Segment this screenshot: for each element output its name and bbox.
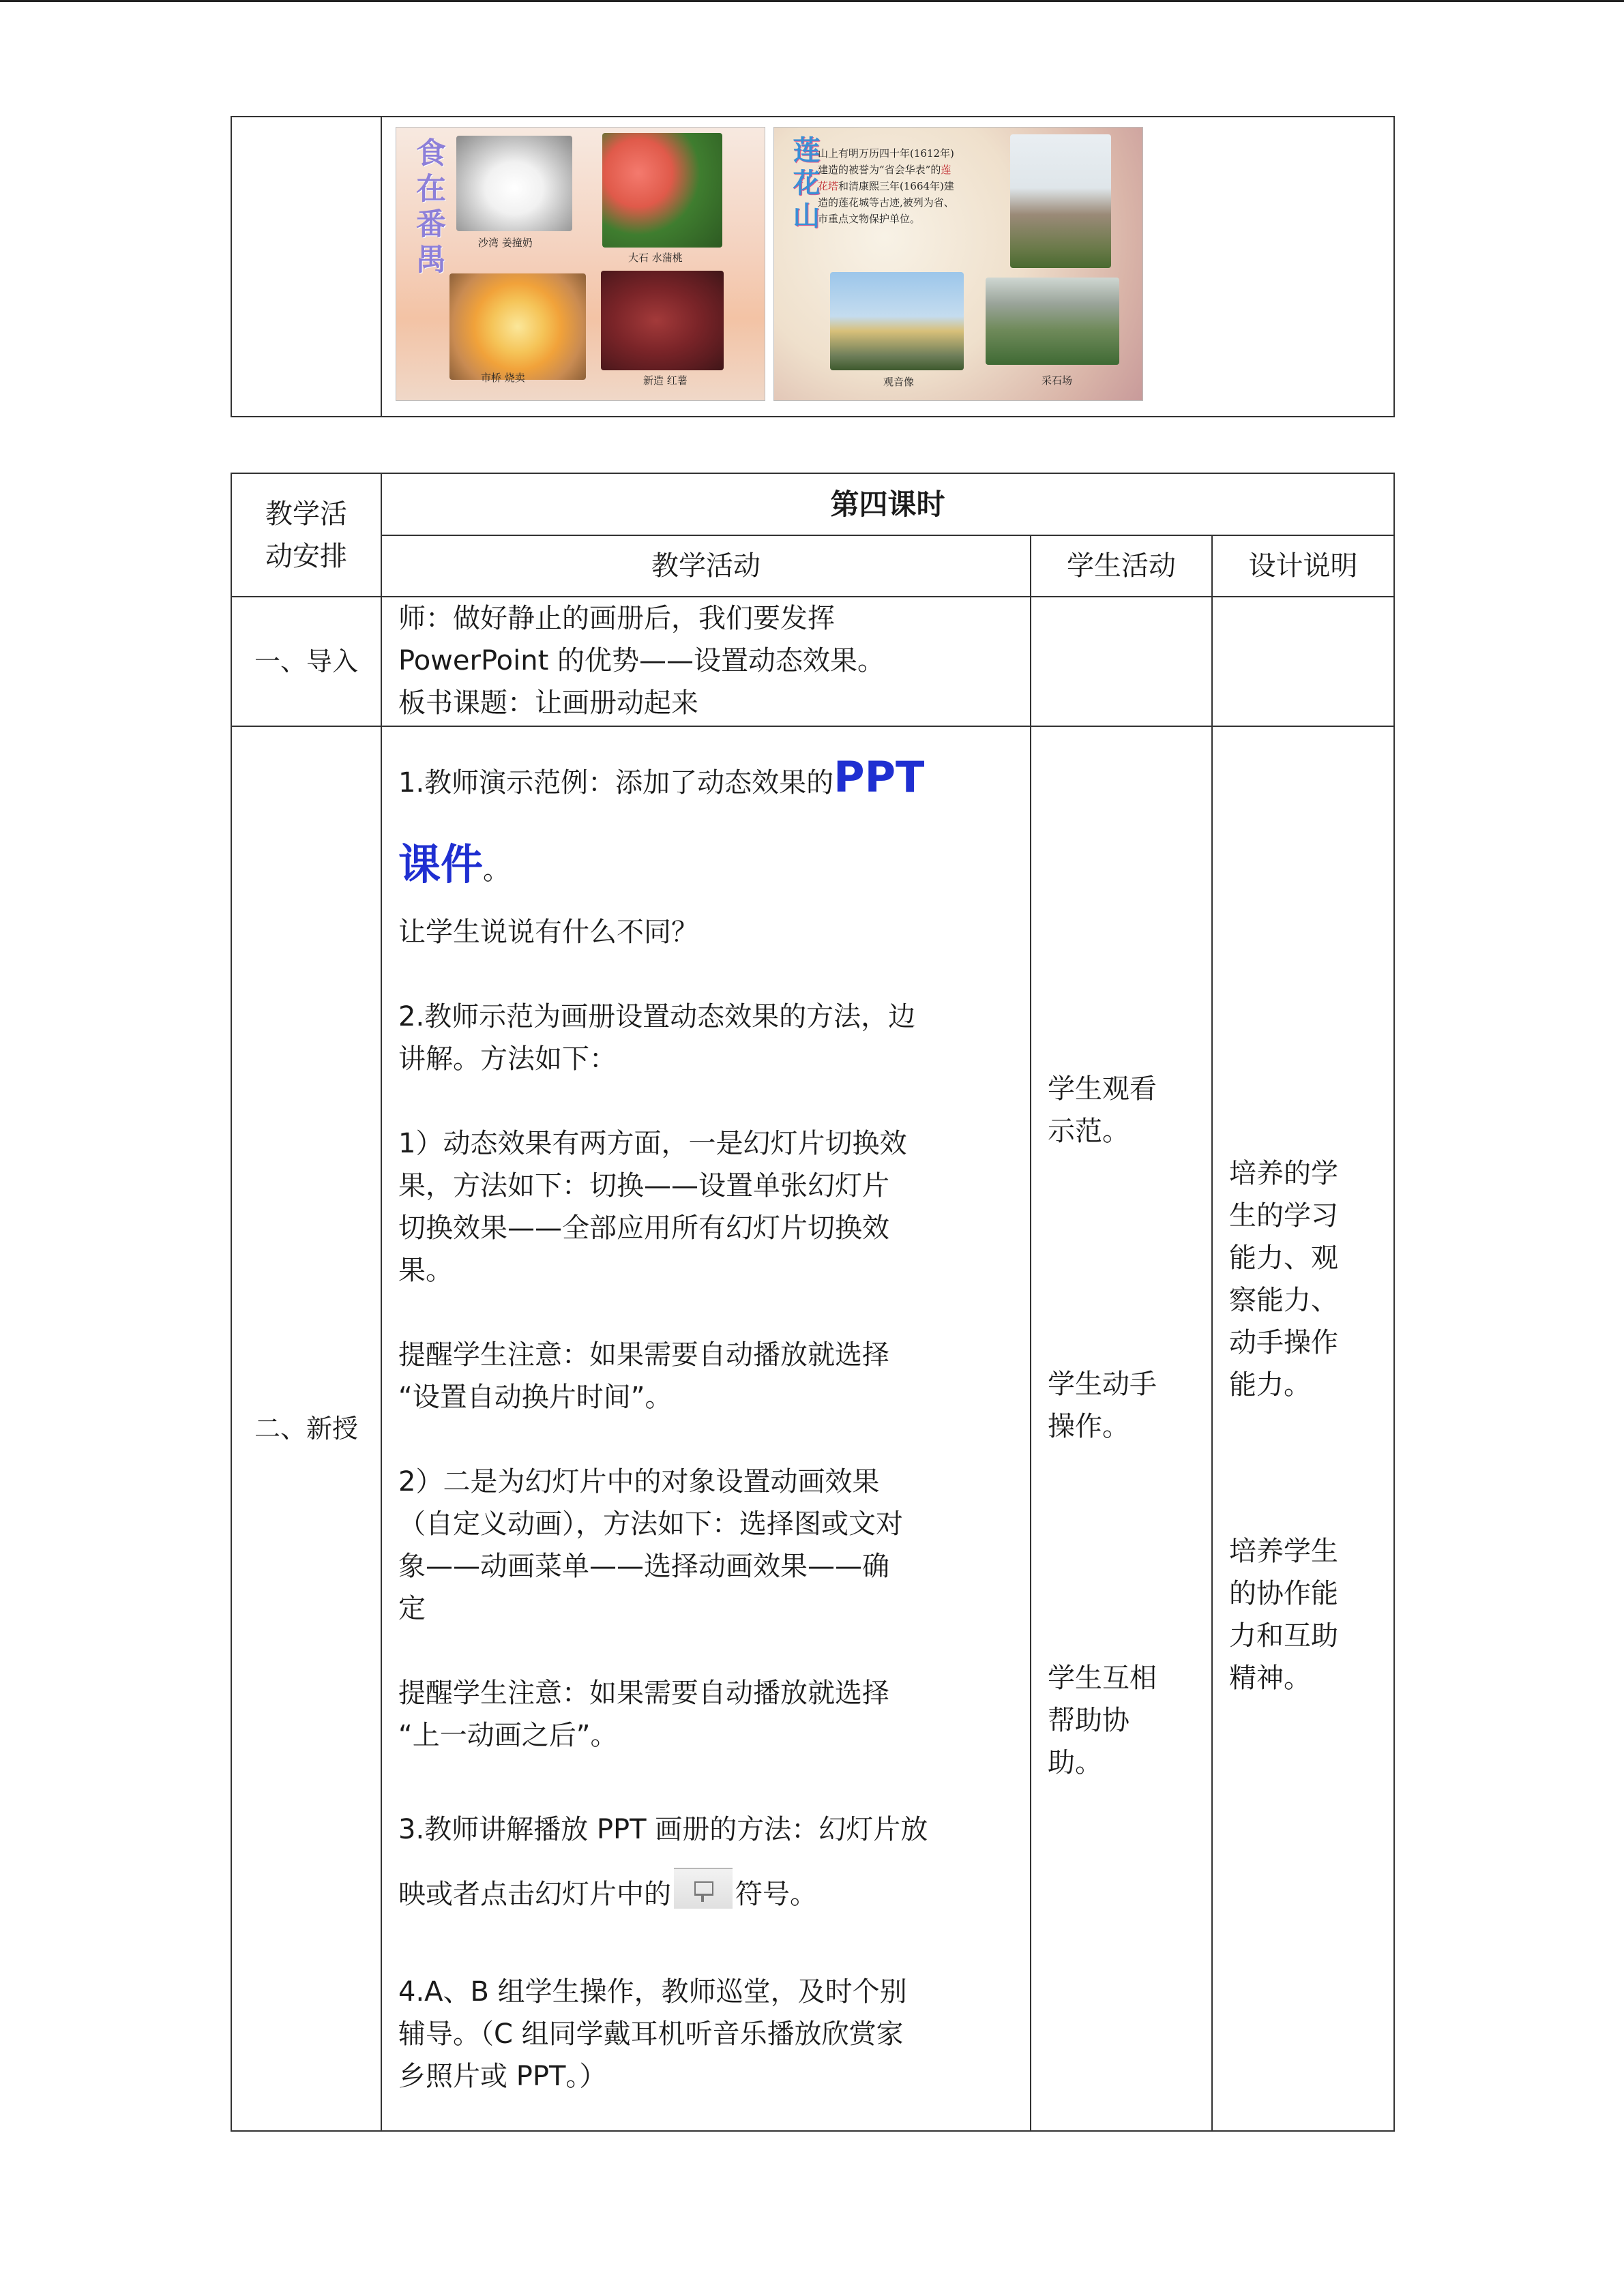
lotus-pagoda-photo	[1010, 134, 1111, 268]
remind1-line: 提醒学生注意：如果需要自动播放就选择	[398, 1339, 889, 1371]
step1-emphasis-courseware: 课件	[398, 839, 484, 889]
sub2-line: 定	[398, 1593, 426, 1624]
page-top-rule	[0, 0, 1624, 2]
quarry-caption: 采石场	[1042, 374, 1073, 387]
slide-food-title: 食在番禺	[411, 137, 445, 279]
col-header-student: 学生活动	[1031, 535, 1212, 597]
sub2-line: 象——动画菜单——选择动画效果——确	[398, 1551, 889, 1582]
step1-line-2: 课件。	[398, 839, 511, 889]
step4-line: 4.A、B 组学生操作，教师巡堂，及时个别	[398, 1976, 907, 2008]
step1-emphasis-ppt: PPT	[833, 752, 925, 802]
student-activity-help: 学生互相 帮助协 助。	[1048, 1663, 1157, 1778]
guanyin-statue-caption: 观音像	[883, 376, 915, 388]
col-header-teaching: 教学活动	[381, 535, 1031, 597]
image-table-slides-cell	[381, 117, 1394, 417]
intro-design-cell	[1212, 597, 1394, 726]
student-activity-operate: 学生动手 操作。	[1048, 1369, 1157, 1442]
quarry-photo	[986, 278, 1119, 365]
intro-line: 板书课题：让画册动起来	[398, 687, 698, 719]
step3-line: 3.教师讲解播放 PPT 画册的方法：幻灯片放	[398, 1814, 928, 1845]
design-note-cooperation: 培养学生 的协作能 力和互助 精神。	[1229, 1536, 1338, 1694]
intro-teaching-cell	[381, 597, 1031, 726]
session-title: 第四课时	[381, 473, 1394, 535]
slide-lotus-mountain	[773, 127, 1143, 401]
sub2-line: 2）二是为幻灯片中的对象设置动画效果	[398, 1466, 880, 1497]
sweet-potato-caption: 新造 红薯	[643, 374, 688, 387]
corner-header-cell	[231, 473, 381, 597]
intro-line: PowerPoint 的优势——设置动态效果。	[398, 645, 885, 676]
step4-line: 辅导。（C 组同学戴耳机听音乐播放欣赏家	[398, 2018, 904, 2050]
corner-header: 教学活动安排	[265, 498, 347, 572]
new-lesson-label: 二、新授	[231, 726, 381, 2131]
sub1-line: 1）动态效果有两方面，一是幻灯片切换效	[398, 1128, 907, 1159]
step3-line-2: 映或者点击幻灯片中的 符号。	[398, 1860, 1014, 1928]
step1-line: 1.教师演示范例：添加了动态效果的PPT	[398, 752, 925, 802]
guanyin-statue-photo	[830, 272, 964, 370]
new-lesson-design-cell	[1212, 726, 1394, 2131]
slide-lotus-blurb: 山上有明万历四十年(1612年)建造的被誉为“省会华表”的莲花塔和清康熙三年(1664年)建造的莲花城等古迹,被列为省、市重点文物保护单位。	[818, 147, 954, 225]
sub1-line: 果，方法如下：切换——设置单张幻灯片	[398, 1170, 889, 1202]
new-lesson-student-cell	[1031, 726, 1212, 2131]
rose-apple-photo	[602, 133, 722, 248]
remind2-line: 提醒学生注意：如果需要自动播放就选择	[398, 1678, 889, 1709]
sub1-line: 果。	[398, 1255, 453, 1286]
image-table	[231, 116, 1395, 417]
sub2-line: （自定义动画），方法如下：选择图或文对	[398, 1508, 903, 1540]
remind2-line: “上一动画之后”。	[398, 1720, 618, 1751]
col-header-design: 设计说明	[1212, 535, 1394, 597]
step2-line: 讲解。方法如下：	[398, 1043, 617, 1075]
new-lesson-teaching-cell	[381, 726, 1031, 2131]
student-activity-watch: 学生观看 示范。	[1048, 1073, 1157, 1147]
slideshow-icon	[674, 1868, 733, 1909]
step4-line: 乡照片或 PPT。）	[398, 2061, 607, 2092]
remind1-line: “设置自动换片时间”。	[398, 1382, 673, 1413]
sweet-potato-photo	[601, 271, 724, 370]
ginger-milk-photo	[456, 136, 572, 231]
rose-apple-caption: 大石 水蒲桃	[628, 252, 683, 264]
intro-label: 一、导入	[231, 597, 381, 726]
step1-question: 让学生说说有什么不同？	[398, 916, 698, 948]
sub1-line: 切换效果——全部应用所有幻灯片切换效	[398, 1212, 889, 1244]
shaomai-caption: 市桥 烧卖	[481, 372, 525, 384]
design-note-abilities: 培养的学 生的学习 能力、观 察能力、 动手操作 能力。	[1229, 1158, 1338, 1401]
step2-line: 2.教师示范为画册设置动态效果的方法，边	[398, 1001, 916, 1032]
slide-lotus-title: 莲花山	[788, 136, 821, 234]
image-table-empty-cell	[231, 117, 381, 417]
intro-line: 师：做好静止的画册后，我们要发挥	[398, 603, 835, 634]
shaomai-photo	[449, 273, 586, 380]
ginger-milk-caption: 沙湾 姜撞奶	[478, 237, 533, 249]
lesson-plan-table	[231, 473, 1395, 2132]
intro-student-cell	[1031, 597, 1212, 726]
slide-food-panyu	[396, 127, 765, 401]
